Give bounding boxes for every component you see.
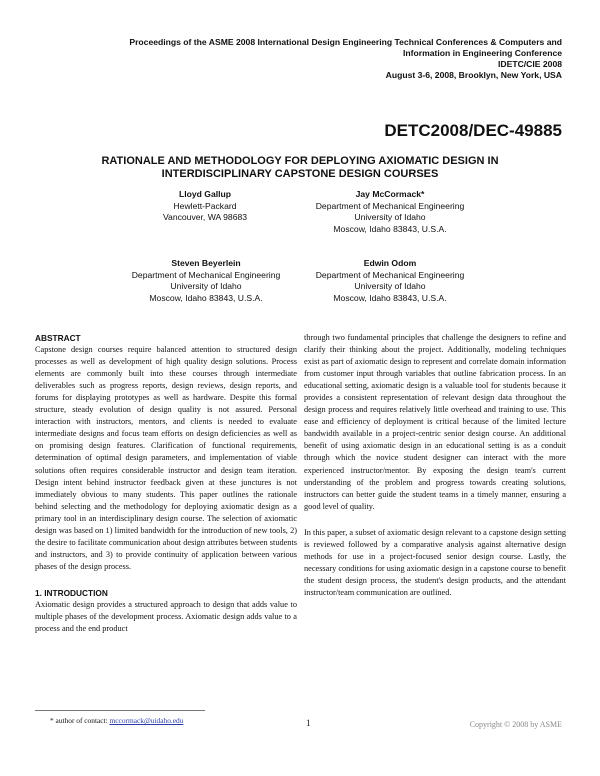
author-university: University of Idaho xyxy=(354,212,426,222)
abstract-body: Capstone design courses require balanced attention to structured design processes as well as development of high quality design solutions. Process elements are commonly built into these courses through intermediate deliverables such as progress reports, design reviews, design reports, and forums for displaying prototypes as well as hardware. Despite this formal structure, steady evolution of design quality is not assured. Personal interaction with instructors, mentors, and clients is needed to evaluate intermediate designs and focus team efforts on design deficiencies as well as on promising design features. Clarification of functional requirements, determination of optimal design parameters, and implementation of viable solutions often requires considerable instructor and design team iteration. Design intent behind instructor feedback given at these junctures is not immediately obvious to many students. This paper outlines the rationale behind selecting and the methodology for deploying axiomatic design as a primary tool in an interdisciplinary design course. The selection of axiomatic design was based on 1) limited bandwidth for the introduction of new tools, 2) the desire to facilitate communication about design attributes between students and instructors, and 3) to provide continuity of application between various phases of the design process. xyxy=(35,345,297,571)
author-affiliation: Department of Mechanical Engineering xyxy=(131,269,281,280)
author-affiliation: Hewlett-Packard xyxy=(173,200,237,211)
author-name: Steven Beyerlein xyxy=(171,258,241,268)
author-affiliation: Department of Mechanical Engineering xyxy=(315,269,465,280)
footnote xyxy=(50,716,183,725)
abstract-heading: ABSTRACT xyxy=(35,333,81,343)
conference-line: Information in Engineering Conference xyxy=(403,48,562,58)
contact-email-link[interactable]: mccormack@uidaho.edu xyxy=(109,716,184,725)
author-block xyxy=(302,189,478,235)
author-address: Moscow, Idaho 83843, U.S.A. xyxy=(333,292,447,303)
title-line: INTERDISCIPLINARY CAPSTONE DESIGN COURSES xyxy=(161,168,439,180)
left-column xyxy=(35,332,297,635)
author-address: Moscow, Idaho 83843, U.S.A. xyxy=(333,223,447,234)
author-university: University of Idaho xyxy=(354,281,426,291)
introduction-paragraph: through two fundamental principles that challenge the designers to refine and clarify their thinking about the project. Additionally, modeling techniques exist as part of axiomatic design to represent and correlate domain information from customer input through variables that outline fabrication process. In an educational setting, axiomatic design is a valuable tool for students because it provides a consistent representation of relevant design data throughout the design process and requires relatively little overhead and training to use. This ease and efficiency of deployment is critical because of the limited lecture bandwidth available in a project-centric senior design course. An additional benefit of using axiomatic design in an educational setting is as a conduit through which the novice student designer can interact with the more experienced instructor/mentor. By exposing the design team's current understanding of the problem and progress towards creating solutions, instructors can better guide the student teams in a timely manner, ensuring a good level of quality. xyxy=(304,333,566,511)
author-affiliation: Department of Mechanical Engineering xyxy=(315,200,465,211)
paper-id: DETC2008/DEC-49885 xyxy=(384,121,562,140)
copyright: Copyright © 2008 by ASME xyxy=(469,720,562,729)
conference-header xyxy=(42,37,562,81)
conference-line: Proceedings of the ASME 2008 International Design Engineering Technical Conferences & Computers and xyxy=(129,37,562,47)
introduction-heading: 1. INTRODUCTION xyxy=(35,587,108,598)
author-address: Moscow, Idaho 83843, U.S.A. xyxy=(149,292,263,303)
page-number: 1 xyxy=(306,718,311,728)
author-block xyxy=(302,258,478,304)
author-university: University of Idaho xyxy=(170,281,242,291)
right-column xyxy=(304,332,566,599)
conference-line: IDETC/CIE 2008 xyxy=(498,59,562,69)
footnote-divider xyxy=(35,710,205,711)
author-address: Vancouver, WA 98683 xyxy=(162,212,248,222)
footnote-label: * author of contact: xyxy=(50,716,110,725)
author-name: Lloyd Gallup xyxy=(178,189,232,199)
author-name: Jay McCormack* xyxy=(355,189,425,199)
conference-line: August 3-6, 2008, Brooklyn, New York, USA xyxy=(385,70,562,80)
paper-title xyxy=(60,155,540,181)
introduction-paragraph: In this paper, a subset of axiomatic design relevant to a capstone design setting is reviewed followed by a comparative analysis against alternative design methods for use in a project-focused senior design course. Lastly, the necessary conditions for using axiomatic design in a capstone course to benefit the student design process, the student's design products, and the attendant instructor/team communication are outlined. xyxy=(304,527,566,597)
introduction-text: Axiomatic design provides a structured approach to design that adds value to multiple phases of the development process. Axiomatic design adds value to a process and the end product xyxy=(35,599,297,634)
author-block xyxy=(120,189,290,224)
author-name: Edwin Odom xyxy=(363,258,417,268)
author-block xyxy=(118,258,294,304)
title-line: RATIONALE AND METHODOLOGY FOR DEPLOYING AXIOMATIC DESIGN IN xyxy=(101,155,499,167)
